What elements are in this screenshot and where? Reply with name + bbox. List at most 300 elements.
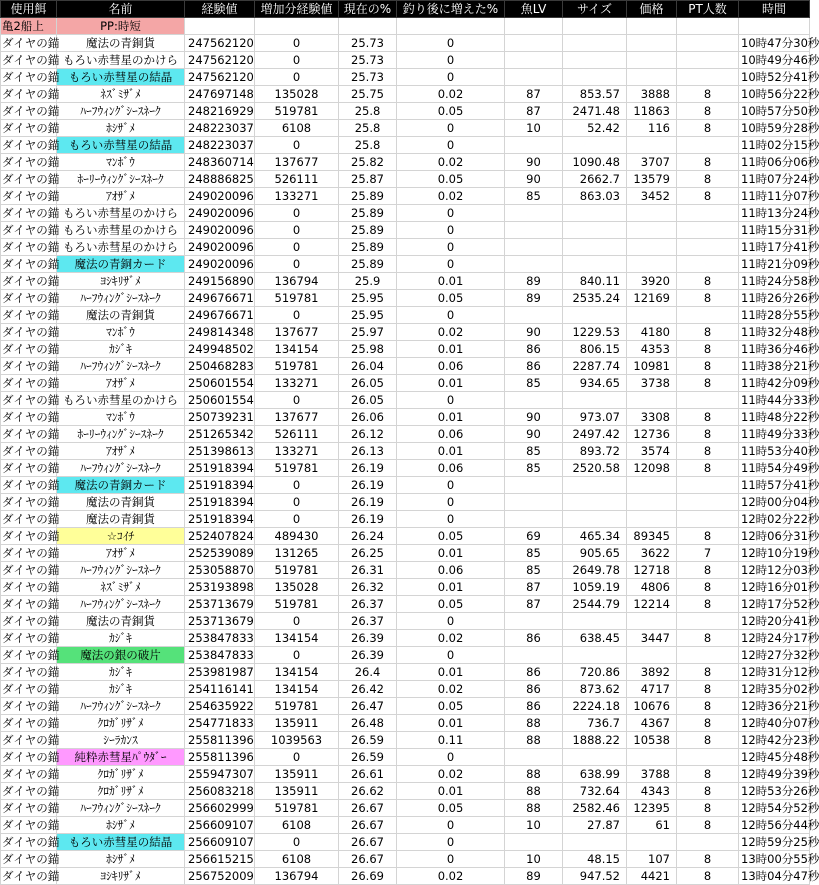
current-pct-cell[interactable]: 25.95	[339, 307, 397, 324]
bait-cell[interactable]: ダイヤの錨	[2, 291, 60, 305]
bait-cell[interactable]: ダイヤの錨	[2, 427, 60, 441]
current-pct-cell[interactable]: 26.13	[339, 443, 397, 460]
bait-cell[interactable]: ダイヤの錨	[2, 274, 60, 288]
size-cell[interactable]: 27.87	[563, 817, 627, 834]
size-cell[interactable]: 736.7	[563, 715, 627, 732]
pt-count-cell[interactable]: 8	[677, 630, 739, 647]
increase-pct-cell[interactable]: 0.05	[397, 596, 505, 613]
name-cell[interactable]: ｶｼﾞｷ	[57, 341, 185, 358]
name-cell[interactable]: ﾊｰﾌｳｨﾝｸﾞｼｰｽﾈｰｸ	[57, 800, 185, 817]
pt-count-cell[interactable]: 8	[677, 103, 739, 120]
name-cell[interactable]: もろい赤彗星のかけら	[57, 222, 185, 239]
increase-pct-cell[interactable]: 0	[397, 834, 505, 851]
gain-cell[interactable]: 135028	[255, 579, 339, 596]
pt-count-cell[interactable]: 8	[677, 86, 739, 103]
pt-count-cell[interactable]	[677, 137, 739, 154]
pt-count-cell[interactable]: 8	[677, 596, 739, 613]
price-cell[interactable]: 12169	[627, 290, 677, 307]
name-cell[interactable]: ﾏﾝﾎﾞｳ	[57, 409, 185, 426]
header-fish-lv[interactable]: 魚LV	[505, 1, 563, 18]
name-cell[interactable]: ｼｰﾗｶﾝｽ	[57, 732, 185, 749]
increase-pct-cell[interactable]: 0	[397, 222, 505, 239]
gain-cell[interactable]: 0	[255, 35, 339, 52]
price-cell[interactable]: 3788	[627, 766, 677, 783]
fish-lv-cell[interactable]: 85	[505, 443, 563, 460]
time-cell[interactable]: 11時54分49秒	[739, 460, 810, 477]
price-cell[interactable]	[627, 749, 677, 766]
section-note[interactable]: PP:時短	[57, 18, 185, 35]
bait-cell[interactable]: ダイヤの錨	[2, 444, 60, 458]
size-cell[interactable]	[563, 52, 627, 69]
current-pct-cell[interactable]: 26.47	[339, 698, 397, 715]
increase-pct-cell[interactable]: 0.05	[397, 800, 505, 817]
price-cell[interactable]	[627, 494, 677, 511]
price-cell[interactable]: 4343	[627, 783, 677, 800]
size-cell[interactable]: 2471.48	[563, 103, 627, 120]
pt-count-cell[interactable]: 8	[677, 358, 739, 375]
pt-count-cell[interactable]	[677, 205, 739, 222]
increase-pct-cell[interactable]: 0.01	[397, 545, 505, 562]
time-cell[interactable]: 12時42分23秒	[739, 732, 810, 749]
time-cell[interactable]: 11時24分58秒	[739, 273, 810, 290]
bait-cell[interactable]: ダイヤの錨	[2, 172, 60, 186]
exp-cell[interactable]: 254116141	[185, 681, 255, 698]
gain-cell[interactable]: 1039563	[255, 732, 339, 749]
increase-pct-cell[interactable]: 0.05	[397, 290, 505, 307]
gain-cell[interactable]: 0	[255, 834, 339, 851]
gain-cell[interactable]: 6108	[255, 120, 339, 137]
current-pct-cell[interactable]: 26.19	[339, 494, 397, 511]
price-cell[interactable]: 3892	[627, 664, 677, 681]
price-cell[interactable]	[627, 69, 677, 86]
bait-cell[interactable]: ダイヤの錨	[2, 359, 60, 373]
time-cell[interactable]: 12時16分01秒	[739, 579, 810, 596]
time-cell[interactable]: 12時17分52秒	[739, 596, 810, 613]
header-pt-count[interactable]: PT人数	[677, 1, 739, 18]
exp-cell[interactable]: 248886825	[185, 171, 255, 188]
gain-cell[interactable]: 0	[255, 511, 339, 528]
bait-cell[interactable]: ダイヤの錨	[2, 784, 60, 798]
pt-count-cell[interactable]: 7	[677, 545, 739, 562]
name-cell[interactable]: ｱｵｻﾞﾒ	[57, 188, 185, 205]
gain-cell[interactable]: 135911	[255, 766, 339, 783]
fish-lv-cell[interactable]: 88	[505, 732, 563, 749]
name-cell[interactable]: ﾎｰﾘｰｳｨﾝｸﾞｼｰｽﾈｰｸ	[57, 426, 185, 443]
pt-count-cell[interactable]: 8	[677, 460, 739, 477]
bait-cell[interactable]: ダイヤの錨	[2, 546, 60, 560]
exp-cell[interactable]: 256609107	[185, 834, 255, 851]
name-cell[interactable]: もろい赤彗星のかけら	[57, 52, 185, 69]
increase-pct-cell[interactable]: 0	[397, 307, 505, 324]
fish-lv-cell[interactable]: 90	[505, 426, 563, 443]
name-cell[interactable]: もろい赤彗星のかけら	[57, 392, 185, 409]
current-pct-cell[interactable]: 25.75	[339, 86, 397, 103]
gain-cell[interactable]: 519781	[255, 800, 339, 817]
pt-count-cell[interactable]	[677, 834, 739, 851]
price-cell[interactable]: 116	[627, 120, 677, 137]
time-cell[interactable]: 10時56分22秒	[739, 86, 810, 103]
bait-cell[interactable]: ダイヤの錨	[2, 308, 60, 322]
bait-cell[interactable]: ダイヤの錨	[2, 223, 60, 237]
fish-lv-cell[interactable]	[505, 307, 563, 324]
name-cell[interactable]: ｸﾛｶﾞﾘｻﾞﾒ	[57, 766, 185, 783]
size-cell[interactable]	[563, 749, 627, 766]
name-cell[interactable]: もろい赤彗星の結晶	[57, 69, 185, 86]
pt-count-cell[interactable]: 8	[677, 375, 739, 392]
increase-pct-cell[interactable]: 0	[397, 205, 505, 222]
gain-cell[interactable]: 526111	[255, 426, 339, 443]
price-cell[interactable]: 61	[627, 817, 677, 834]
fish-lv-cell[interactable]	[505, 613, 563, 630]
increase-pct-cell[interactable]: 0	[397, 35, 505, 52]
current-pct-cell[interactable]: 26.04	[339, 358, 397, 375]
size-cell[interactable]	[563, 477, 627, 494]
time-cell[interactable]: 10時52分41秒	[739, 69, 810, 86]
gain-cell[interactable]: 519781	[255, 358, 339, 375]
bait-cell[interactable]: ダイヤの錨	[2, 376, 60, 390]
time-cell[interactable]: 11時06分06秒	[739, 154, 810, 171]
bait-cell[interactable]: ダイヤの錨	[2, 325, 60, 339]
price-cell[interactable]: 12736	[627, 426, 677, 443]
name-cell[interactable]: ｶｼﾞｷ	[57, 630, 185, 647]
name-cell[interactable]: ☆ｺｲﾁ	[57, 528, 185, 545]
current-pct-cell[interactable]: 26.37	[339, 613, 397, 630]
fish-lv-cell[interactable]: 86	[505, 341, 563, 358]
name-cell[interactable]: ﾏﾝﾎﾞｳ	[57, 324, 185, 341]
bait-cell[interactable]: ダイヤの錨	[2, 580, 60, 594]
size-cell[interactable]	[563, 35, 627, 52]
increase-pct-cell[interactable]: 0.02	[397, 324, 505, 341]
time-cell[interactable]: 12時35分02秒	[739, 681, 810, 698]
pt-count-cell[interactable]	[677, 256, 739, 273]
pt-count-cell[interactable]	[677, 494, 739, 511]
exp-cell[interactable]: 249814348	[185, 324, 255, 341]
increase-pct-cell[interactable]: 0.02	[397, 766, 505, 783]
pt-count-cell[interactable]	[677, 749, 739, 766]
size-cell[interactable]	[563, 205, 627, 222]
gain-cell[interactable]: 0	[255, 222, 339, 239]
gain-cell[interactable]: 134154	[255, 664, 339, 681]
header-time[interactable]: 時間	[739, 1, 810, 18]
current-pct-cell[interactable]: 25.8	[339, 103, 397, 120]
gain-cell[interactable]: 134154	[255, 341, 339, 358]
bait-cell[interactable]: ダイヤの錨	[2, 155, 60, 169]
increase-pct-cell[interactable]: 0.02	[397, 154, 505, 171]
bait-cell[interactable]: ダイヤの錨	[2, 563, 60, 577]
bait-cell[interactable]: ダイヤの錨	[2, 53, 60, 67]
bait-cell[interactable]: ダイヤの錨	[2, 70, 60, 84]
table-cell[interactable]	[397, 18, 505, 35]
pt-count-cell[interactable]: 8	[677, 273, 739, 290]
size-cell[interactable]	[563, 834, 627, 851]
fish-lv-cell[interactable]: 90	[505, 409, 563, 426]
name-cell[interactable]: ﾖｼｷﾘｻﾞﾒ	[57, 273, 185, 290]
increase-pct-cell[interactable]: 0.06	[397, 426, 505, 443]
time-cell[interactable]: 12時06分31秒	[739, 528, 810, 545]
size-cell[interactable]: 2287.74	[563, 358, 627, 375]
pt-count-cell[interactable]: 8	[677, 766, 739, 783]
price-cell[interactable]: 12214	[627, 596, 677, 613]
increase-pct-cell[interactable]: 0.01	[397, 273, 505, 290]
gain-cell[interactable]: 137677	[255, 324, 339, 341]
exp-cell[interactable]: 254771833	[185, 715, 255, 732]
current-pct-cell[interactable]: 26.59	[339, 732, 397, 749]
size-cell[interactable]	[563, 307, 627, 324]
size-cell[interactable]: 2520.58	[563, 460, 627, 477]
time-cell[interactable]: 12時45分48秒	[739, 749, 810, 766]
price-cell[interactable]: 12098	[627, 460, 677, 477]
time-cell[interactable]: 11時26分26秒	[739, 290, 810, 307]
fish-lv-cell[interactable]: 86	[505, 664, 563, 681]
fish-lv-cell[interactable]: 86	[505, 358, 563, 375]
time-cell[interactable]: 11時48分22秒	[739, 409, 810, 426]
time-cell[interactable]: 12時02分22秒	[739, 511, 810, 528]
fish-lv-cell[interactable]: 87	[505, 86, 563, 103]
name-cell[interactable]: ｶｼﾞｷ	[57, 681, 185, 698]
gain-cell[interactable]: 133271	[255, 188, 339, 205]
time-cell[interactable]: 11時36分46秒	[739, 341, 810, 358]
name-cell[interactable]: もろい赤彗星の結晶	[57, 137, 185, 154]
time-cell[interactable]: 11時42分09秒	[739, 375, 810, 392]
time-cell[interactable]: 11時28分55秒	[739, 307, 810, 324]
size-cell[interactable]: 947.52	[563, 868, 627, 885]
time-cell[interactable]: 12時53分26秒	[739, 783, 810, 800]
increase-pct-cell[interactable]: 0.01	[397, 375, 505, 392]
price-cell[interactable]	[627, 256, 677, 273]
bait-cell[interactable]: ダイヤの錨	[2, 478, 60, 492]
price-cell[interactable]: 3920	[627, 273, 677, 290]
gain-cell[interactable]: 0	[255, 205, 339, 222]
table-cell[interactable]	[563, 18, 627, 35]
size-cell[interactable]: 973.07	[563, 409, 627, 426]
time-cell[interactable]: 12時10分19秒	[739, 545, 810, 562]
fish-lv-cell[interactable]: 86	[505, 630, 563, 647]
fish-lv-cell[interactable]: 86	[505, 698, 563, 715]
fish-lv-cell[interactable]	[505, 137, 563, 154]
current-pct-cell[interactable]: 25.89	[339, 188, 397, 205]
time-cell[interactable]: 12時27分32秒	[739, 647, 810, 664]
gain-cell[interactable]: 0	[255, 477, 339, 494]
size-cell[interactable]	[563, 222, 627, 239]
table-cell[interactable]	[739, 18, 810, 35]
table-cell[interactable]	[627, 18, 677, 35]
price-cell[interactable]: 10676	[627, 698, 677, 715]
current-pct-cell[interactable]: 25.73	[339, 35, 397, 52]
name-cell[interactable]: ﾊｰﾌｳｨﾝｸﾞｼｰｽﾈｰｸ	[57, 358, 185, 375]
gain-cell[interactable]: 6108	[255, 817, 339, 834]
pt-count-cell[interactable]: 8	[677, 681, 739, 698]
bait-cell[interactable]: ダイヤの錨	[2, 818, 60, 832]
size-cell[interactable]: 465.34	[563, 528, 627, 545]
size-cell[interactable]	[563, 69, 627, 86]
pt-count-cell[interactable]: 8	[677, 409, 739, 426]
exp-cell[interactable]: 256602999	[185, 800, 255, 817]
pt-count-cell[interactable]: 8	[677, 800, 739, 817]
size-cell[interactable]: 2662.7	[563, 171, 627, 188]
fish-lv-cell[interactable]	[505, 749, 563, 766]
gain-cell[interactable]: 137677	[255, 409, 339, 426]
current-pct-cell[interactable]: 26.31	[339, 562, 397, 579]
gain-cell[interactable]: 133271	[255, 443, 339, 460]
exp-cell[interactable]: 253847833	[185, 630, 255, 647]
table-cell[interactable]	[505, 18, 563, 35]
time-cell[interactable]: 10時49分46秒	[739, 52, 810, 69]
increase-pct-cell[interactable]: 0.11	[397, 732, 505, 749]
exp-cell[interactable]: 256609107	[185, 817, 255, 834]
time-cell[interactable]: 12時24分17秒	[739, 630, 810, 647]
gain-cell[interactable]: 137677	[255, 154, 339, 171]
size-cell[interactable]: 2582.46	[563, 800, 627, 817]
bait-cell[interactable]: ダイヤの錨	[2, 869, 60, 883]
pt-count-cell[interactable]: 8	[677, 324, 739, 341]
exp-cell[interactable]: 249020096	[185, 205, 255, 222]
fish-lv-cell[interactable]	[505, 477, 563, 494]
gain-cell[interactable]: 134154	[255, 630, 339, 647]
time-cell[interactable]: 11時13分24秒	[739, 205, 810, 222]
time-cell[interactable]: 10時57分50秒	[739, 103, 810, 120]
name-cell[interactable]: ﾊｰﾌｳｨﾝｸﾞｼｰｽﾈｰｸ	[57, 562, 185, 579]
header-current-pct[interactable]: 現在の%	[339, 1, 397, 18]
name-cell[interactable]: ﾈｽﾞﾐｻﾞﾒ	[57, 86, 185, 103]
name-cell[interactable]: 魔法の青銅カード	[57, 256, 185, 273]
name-cell[interactable]: 魔法の青銅貨	[57, 35, 185, 52]
gain-cell[interactable]: 519781	[255, 562, 339, 579]
gain-cell[interactable]: 133271	[255, 375, 339, 392]
name-cell[interactable]: ﾊｰﾌｳｨﾝｸﾞｼｰｽﾈｰｸ	[57, 596, 185, 613]
current-pct-cell[interactable]: 26.24	[339, 528, 397, 545]
size-cell[interactable]: 934.65	[563, 375, 627, 392]
increase-pct-cell[interactable]: 0.05	[397, 528, 505, 545]
name-cell[interactable]: ﾎｼｻﾞﾒ	[57, 120, 185, 137]
name-cell[interactable]: ｱｵｻﾞﾒ	[57, 545, 185, 562]
size-cell[interactable]	[563, 613, 627, 630]
bait-cell[interactable]: ダイヤの錨	[2, 631, 60, 645]
name-cell[interactable]: 魔法の青銅貨	[57, 494, 185, 511]
gain-cell[interactable]: 519781	[255, 698, 339, 715]
fish-lv-cell[interactable]: 86	[505, 681, 563, 698]
exp-cell[interactable]: 251918394	[185, 494, 255, 511]
price-cell[interactable]	[627, 834, 677, 851]
current-pct-cell[interactable]: 26.19	[339, 477, 397, 494]
increase-pct-cell[interactable]: 0	[397, 52, 505, 69]
increase-pct-cell[interactable]: 0.01	[397, 443, 505, 460]
gain-cell[interactable]: 0	[255, 613, 339, 630]
header-gain[interactable]: 増加分経験値	[255, 1, 339, 18]
name-cell[interactable]: ﾎｼｻﾞﾒ	[57, 817, 185, 834]
exp-cell[interactable]: 250468283	[185, 358, 255, 375]
price-cell[interactable]: 3738	[627, 375, 677, 392]
bait-cell[interactable]: ダイヤの錨	[2, 461, 60, 475]
fish-lv-cell[interactable]: 90	[505, 171, 563, 188]
bait-cell[interactable]: ダイヤの錨	[2, 138, 60, 152]
exp-cell[interactable]: 248223037	[185, 137, 255, 154]
name-cell[interactable]: もろい赤彗星のかけら	[57, 205, 185, 222]
gain-cell[interactable]: 136794	[255, 273, 339, 290]
fish-lv-cell[interactable]	[505, 205, 563, 222]
pt-count-cell[interactable]: 8	[677, 443, 739, 460]
time-cell[interactable]: 10時59分28秒	[739, 120, 810, 137]
name-cell[interactable]: 魔法の青銅貨	[57, 613, 185, 630]
fish-lv-cell[interactable]: 10	[505, 817, 563, 834]
price-cell[interactable]	[627, 205, 677, 222]
increase-pct-cell[interactable]: 0.01	[397, 664, 505, 681]
price-cell[interactable]: 3308	[627, 409, 677, 426]
current-pct-cell[interactable]: 25.89	[339, 222, 397, 239]
increase-pct-cell[interactable]: 0	[397, 137, 505, 154]
increase-pct-cell[interactable]: 0.02	[397, 86, 505, 103]
exp-cell[interactable]: 249948502	[185, 341, 255, 358]
price-cell[interactable]: 10981	[627, 358, 677, 375]
table-cell[interactable]	[677, 18, 739, 35]
size-cell[interactable]: 2224.18	[563, 698, 627, 715]
current-pct-cell[interactable]: 25.89	[339, 239, 397, 256]
exp-cell[interactable]: 250601554	[185, 375, 255, 392]
pt-count-cell[interactable]: 8	[677, 120, 739, 137]
fish-lv-cell[interactable]: 69	[505, 528, 563, 545]
fish-lv-cell[interactable]: 90	[505, 154, 563, 171]
name-cell[interactable]: ｸﾛｶﾞﾘｻﾞﾒ	[57, 783, 185, 800]
current-pct-cell[interactable]: 26.62	[339, 783, 397, 800]
pt-count-cell[interactable]: 8	[677, 817, 739, 834]
current-pct-cell[interactable]: 25.95	[339, 290, 397, 307]
pt-count-cell[interactable]	[677, 307, 739, 324]
gain-cell[interactable]: 489430	[255, 528, 339, 545]
time-cell[interactable]: 10時47分30秒	[739, 35, 810, 52]
current-pct-cell[interactable]: 25.98	[339, 341, 397, 358]
price-cell[interactable]: 3452	[627, 188, 677, 205]
time-cell[interactable]: 11時38分21秒	[739, 358, 810, 375]
price-cell[interactable]: 12395	[627, 800, 677, 817]
bait-cell[interactable]: ダイヤの錨	[2, 393, 60, 407]
price-cell[interactable]: 3888	[627, 86, 677, 103]
exp-cell[interactable]: 253847833	[185, 647, 255, 664]
bait-cell[interactable]: ダイヤの錨	[2, 648, 60, 662]
size-cell[interactable]	[563, 392, 627, 409]
exp-cell[interactable]: 256083218	[185, 783, 255, 800]
exp-cell[interactable]: 249676671	[185, 307, 255, 324]
increase-pct-cell[interactable]: 0	[397, 613, 505, 630]
exp-cell[interactable]: 249676671	[185, 290, 255, 307]
current-pct-cell[interactable]: 26.67	[339, 800, 397, 817]
increase-pct-cell[interactable]: 0.01	[397, 783, 505, 800]
exp-cell[interactable]: 251265342	[185, 426, 255, 443]
increase-pct-cell[interactable]: 0.06	[397, 358, 505, 375]
current-pct-cell[interactable]: 26.67	[339, 851, 397, 868]
bait-cell[interactable]: ダイヤの錨	[2, 512, 60, 526]
exp-cell[interactable]: 255947307	[185, 766, 255, 783]
exp-cell[interactable]: 250601554	[185, 392, 255, 409]
price-cell[interactable]	[627, 392, 677, 409]
exp-cell[interactable]: 249156890	[185, 273, 255, 290]
price-cell[interactable]: 4806	[627, 579, 677, 596]
price-cell[interactable]: 3622	[627, 545, 677, 562]
name-cell[interactable]: ﾊｰﾌｳｨﾝｸﾞｼｰｽﾈｰｸ	[57, 698, 185, 715]
bait-cell[interactable]: ダイヤの錨	[2, 716, 60, 730]
size-cell[interactable]: 2544.79	[563, 596, 627, 613]
price-cell[interactable]: 3574	[627, 443, 677, 460]
current-pct-cell[interactable]: 26.39	[339, 647, 397, 664]
increase-pct-cell[interactable]: 0.06	[397, 562, 505, 579]
name-cell[interactable]: ﾊｰﾌｳｨﾝｸﾞｼｰｽﾈｰｸ	[57, 290, 185, 307]
exp-cell[interactable]: 255811396	[185, 732, 255, 749]
price-cell[interactable]: 3447	[627, 630, 677, 647]
size-cell[interactable]: 2535.24	[563, 290, 627, 307]
pt-count-cell[interactable]: 8	[677, 341, 739, 358]
fish-lv-cell[interactable]	[505, 69, 563, 86]
name-cell[interactable]: 魔法の青銅貨	[57, 307, 185, 324]
price-cell[interactable]: 4421	[627, 868, 677, 885]
price-cell[interactable]	[627, 613, 677, 630]
